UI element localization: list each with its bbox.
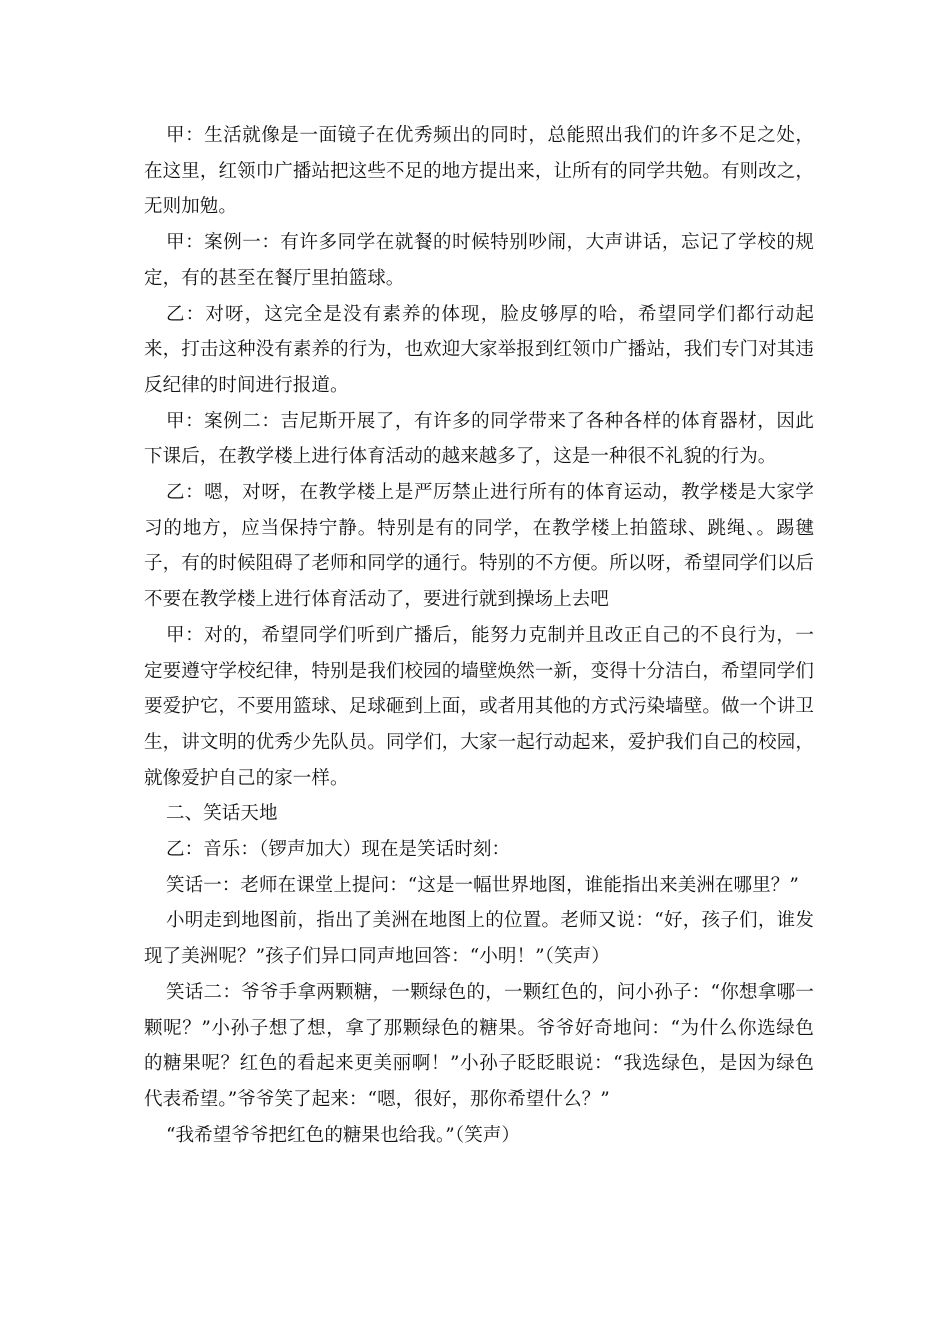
paragraph-case-one: 甲：案例一：有许多同学在就餐的时候特别吵闹，大声讲话，忘记了学校的规定，有的甚至在餐厅里拍篮球。 [144, 232, 814, 289]
paragraph-intro: 甲：生活就像是一面镜子在优秀频出的同时，总能照出我们的许多不足之处，在这里，红领巾广播站把这些不足的地方提出来，让所有的同学共勉。有则改之，无则加勉。 [144, 125, 814, 218]
section-heading-jokes: 二、笑话天地 [166, 803, 278, 825]
paragraph-case-two: 甲：案例二：吉尼斯开展了，有许多的同学带来了各种各样的体育器材，因此下课后，在教学楼上进行体育活动的越来越多了，这是一种很不礼貌的行为。 [144, 410, 814, 468]
document-body [144, 118, 814, 1153]
paragraph-music-cue: 乙：音乐：（锣声加大）现在是笑话时刻： [166, 839, 511, 861]
paragraph-response-two: 乙：嗯，对呀，在教学楼上是严厉禁止进行所有的体育运动，教学楼是大家学习的地方，应当保持宁静。特别是有的同学，在教学楼上拍篮球、跳绳、。踢毽子，有的时候阻碍了老师和同学的通行。特别的不方便。所以呀，希望同学们以后不要在教学楼上进行体育活动了，要进行就到操场上去吧 [144, 482, 814, 611]
paragraph-response-one: 乙：对呀，这完全是没有素养的体现，脸皮够厚的哈，希望同学们都行动起来，打击这种没有素养的行为，也欢迎大家举报到红领巾广播站，我们专门对其违反纪律的时间进行报道。 [144, 303, 814, 396]
paragraph-conclusion: 甲：对的，希望同学们听到广播后，能努力克制并且改正自己的不良行为，一定要遵守学校纪律，特别是我们校园的墙壁焕然一新，变得十分洁白，希望同学们要爱护它，不要用篮球、足球砸到上面，或者用其他的方式污染墙壁。做一个讲卫生，讲文明的优秀少先队员。同学们，大家一起行动起来，爱护我们自己的校园，就像爱护自己的家一样。 [144, 624, 814, 789]
paragraph-joke-one: 笑话一：老师在课堂上提问：“这是一幅世界地图，谁能指出来美洲在哪里？” [166, 874, 799, 896]
paragraph-joke-two: 笑话二：爷爷手拿两颗糖，一颗绿色的，一颗红色的，问小孙子：“你想拿哪一颗呢？”小孙子想了想，拿了那颗绿色的糖果。爷爷好奇地问：“为什么你选绿色的糖果呢？红色的看起来更美丽啊！”小孙子眨眨眼说：“我选绿色，是因为绿色代表希望。”爷爷笑了起来：“嗯，很好，那你希望什么？” [144, 981, 814, 1110]
paragraph-joke-two-punchline: “我希望爷爷把红色的糖果也给我。”（笑声） [166, 1124, 521, 1146]
paragraph-joke-one-answer: 小明走到地图前，指出了美洲在地图上的位置。老师又说：“好，孩子们，谁发现了美洲呢？”孩子们异口同声地回答：“小明！”（笑声） [144, 910, 814, 968]
